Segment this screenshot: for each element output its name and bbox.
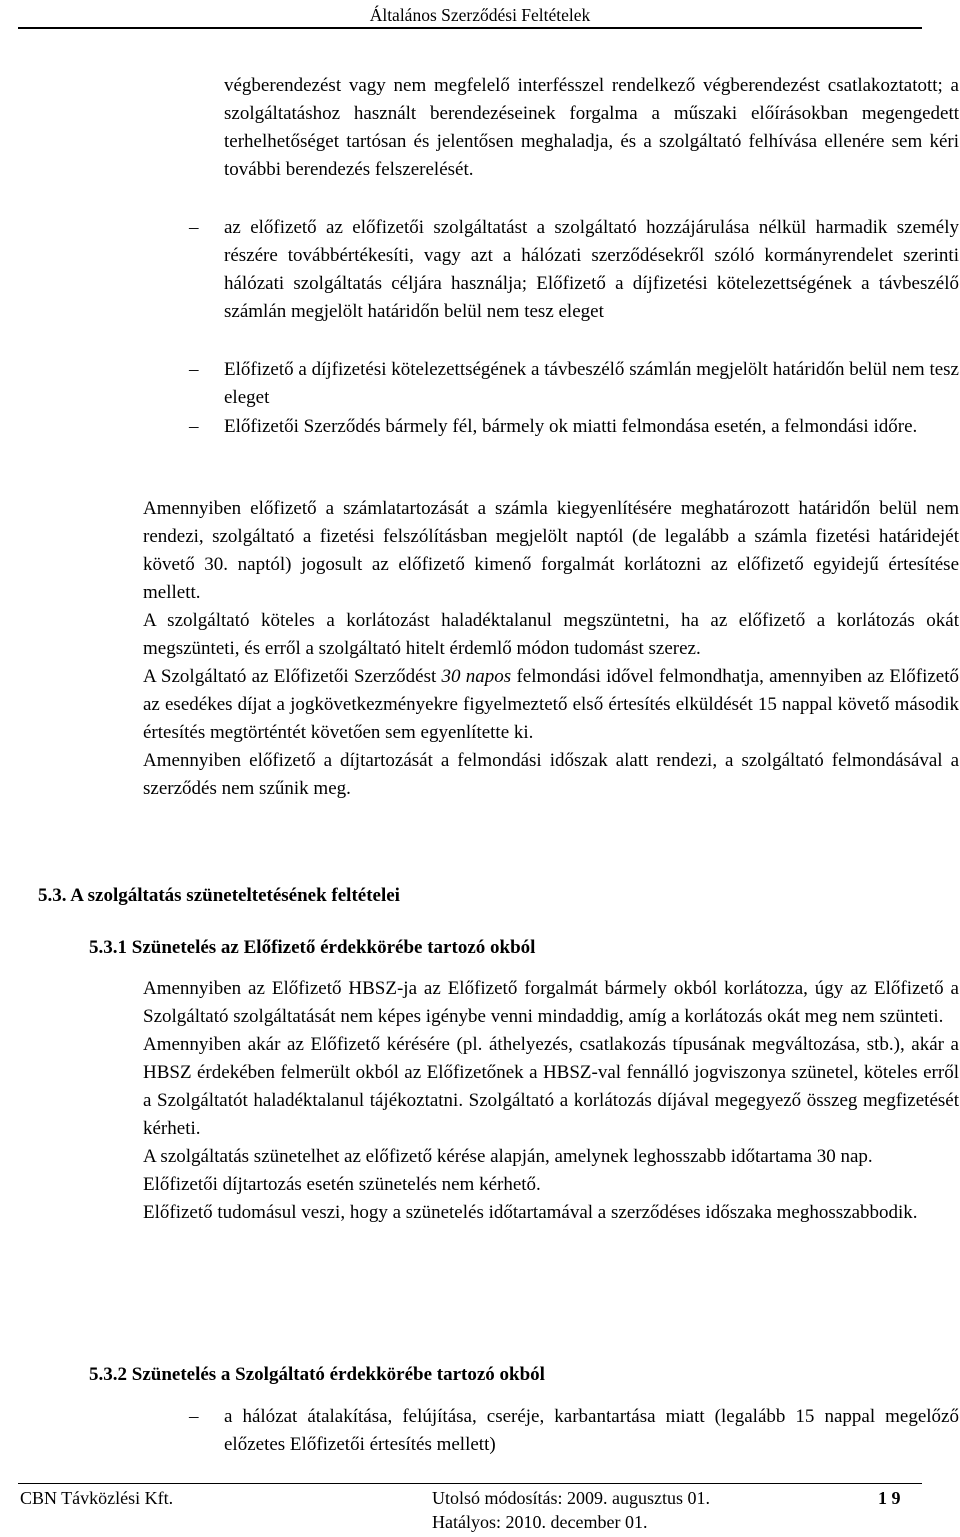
page-number: 1 9 — [878, 1488, 901, 1508]
list-item — [224, 356, 959, 412]
paragraph: Amennyiben előfizető a díjtartozását a felmondási időszak alatt rendezi, a szolgáltató felmondásával a szerződés nem szűnik meg. — [143, 750, 959, 799]
list-item-text: Előfizetői Szerződés bármely fél, bármely ok miatti felmondása esetén, a felmondási időre. — [224, 416, 918, 437]
paragraph-group — [143, 495, 959, 803]
section-heading: 5.3. A szolgáltatás szüneteltetésének feltételei — [38, 885, 400, 906]
list-item-continuation-text: végberendezést vagy nem megfelelő interfésszel rendelkező végberendezést csatlakoztatott; a szolgáltatáshoz használt berendezéseinek forgalma a műszaki előírásokban megengedett terhelhetőséget tartósan és jelentősen meghaladja, és a szolgáltató felhívása ellenére sem kéri további berendezés felszerelését. — [224, 75, 959, 180]
footer-company: CBN Távközlési Kft. — [20, 1488, 174, 1508]
page-header-title: Általános Szerződési Feltételek — [369, 5, 591, 25]
bullet-dash: – — [189, 359, 199, 380]
header-divider — [18, 27, 922, 29]
paragraph: Amennyiben előfizető a számlatartozását a számla kiegyenlítésére meghatározott határidőn belül nem rendezi, szolgáltató a fizetési felszólításban megjelölt naptól (de legalább a számla fizetési határidejét követő 30. naptól) jogosult az előfizető kimenő forgalmát korlátozni az előfizető egyidejű értesítése mellett. — [143, 498, 959, 603]
paragraph-text: A Szolgáltató az Előfizetői Szerződést — [143, 666, 442, 687]
footer-divider — [18, 1483, 922, 1484]
paragraph: Előfizető tudomásul veszi, hogy a szünetelés időtartamával a szerződéses időszaka meghosszabbodik. — [143, 1202, 918, 1223]
subsection-heading: 5.3.1 Szünetelés az Előfizető érdekkörébe tartozó okból — [89, 937, 536, 958]
bullet-dash: – — [189, 1406, 199, 1427]
list-item-text: Előfizető a díjfizetési kötelezettségének a távbeszélő számlán megjelölt határidőn belül nem tesz eleget — [224, 359, 959, 408]
list-item-continuation — [224, 72, 959, 184]
list-item — [224, 413, 959, 441]
paragraph-group — [143, 975, 959, 1227]
paragraph: Amennyiben akár az Előfizető kérésére (pl. áthelyezés, csatlakozás típusának megváltozása, stb.), akár a HBSZ érdekében felmerült okból az Előfizetőnek a HBSZ-val fennálló jogviszonya szünetel, köteles erről a Szolgáltatót haladéktalanul tájékoztatni. Szolgáltató a korlátozás díjával megegyező összeg megfizetését kérheti. — [143, 1034, 959, 1139]
bullet-dash: – — [189, 217, 199, 238]
subsection-heading: 5.3.2 Szünetelés a Szolgáltató érdekkörébe tartozó okból — [89, 1364, 545, 1385]
paragraph — [143, 663, 959, 747]
paragraph-text: felmondási idővel felmondhatja, amennyiben az Előfizető az esedékes díjat a jogkövetkezményekre figyelmeztető első értesítés elküldését 15 nappal követő második értesítés megtörténtét követően sem egyenlítette ki. — [143, 666, 959, 743]
list-item-text: a hálózat átalakítása, felújítása, cseréje, karbantartása miatt (legalább 15 nappal megelőző előzetes Előfizetői értesítés mellett) — [224, 1406, 959, 1455]
emphasis-text: 30 napos — [441, 666, 512, 687]
list-item — [224, 214, 959, 326]
paragraph: Amennyiben az Előfizető HBSZ-ja az Előfizető forgalmát bármely okból korlátozza, úgy az Előfizető a Szolgáltató szolgáltatását nem képes igénybe venni mindaddig, amíg a korlátozás okát meg nem szünteti. — [143, 978, 959, 1027]
paragraph: Előfizetői díjtartozás esetén szünetelés nem kérhető. — [143, 1174, 541, 1195]
list-item-text: az előfizető az előfizetői szolgáltatást a szolgáltató hozzájárulása nélkül harmadik személy részére továbbértékesíti, vagy azt a hálózati szerződésekről szóló kormányrendelet szerinti hálózati szolgáltatás céljára használja; Előfizető a díjfizetési kötelezettségének a távbeszélő számlán megjelölt határidőn belül nem tesz eleget — [224, 217, 959, 322]
footer-effective-date: Hatályos: 2010. december 01. — [432, 1512, 648, 1532]
bullet-dash: – — [189, 416, 199, 437]
list-item — [224, 1403, 959, 1459]
footer-last-modified: Utolsó módosítás: 2009. augusztus 01. — [432, 1488, 710, 1508]
paragraph: A szolgáltatás szünetelhet az előfizető kérése alapján, amelynek leghosszabb időtartama 30 nap. — [143, 1146, 873, 1167]
paragraph: A szolgáltató köteles a korlátozást haladéktalanul megszüntetni, ha az előfizető a korlátozás okát megszünteti, és erről a szolgáltató hitelt érdemlő módon tudomást szerez. — [143, 610, 959, 659]
